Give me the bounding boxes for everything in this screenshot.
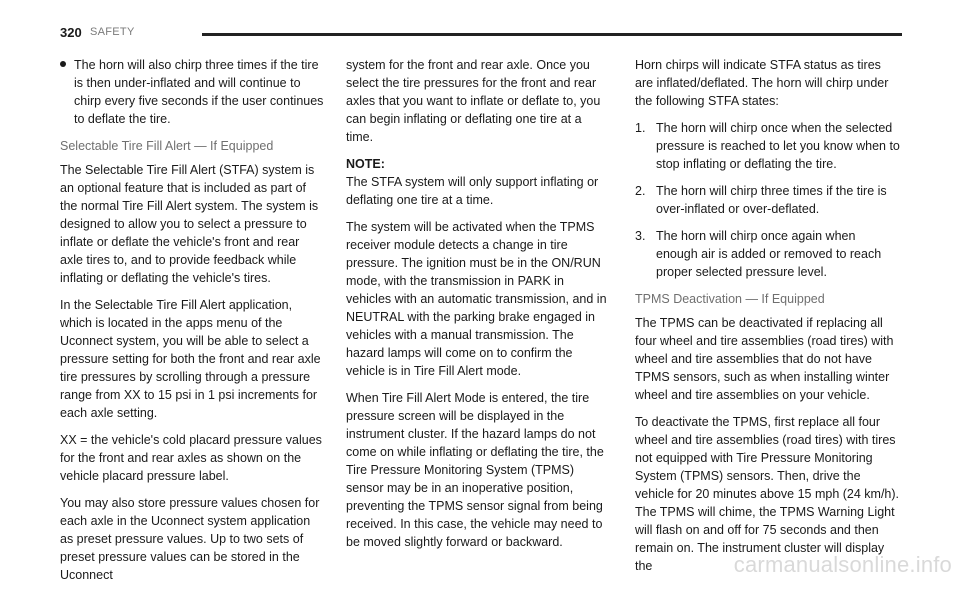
note-block	[346, 155, 611, 209]
page-number: 320	[60, 25, 82, 40]
list-text: The horn will chirp once again when enough air is added or removed to reach proper selected pressure level.	[656, 229, 882, 279]
watermark: carmanualsonline.info	[733, 552, 952, 577]
bullet-dot-icon	[60, 61, 66, 67]
section-title: SAFETY	[90, 26, 135, 38]
column-3	[635, 56, 900, 584]
note-label: NOTE:	[346, 157, 385, 171]
paragraph: Horn chirps will indicate STFA status as tires are inflated/deflated. The horn will chirp under the following STFA states:	[635, 58, 889, 108]
list-item	[635, 119, 900, 173]
column-2	[346, 56, 611, 560]
paragraph: When Tire Fill Alert Mode is entered, the tire pressure screen will be displayed in the instrument cluster. If the hazard lamps do not come on while inflating or deflating the tire, the Tire Pressure Monitoring System (TPMS) sensor may be in an inoperative position, preventing the TPMS sensor signal from being received. In this case, the vehicle may need to be moved slightly forward or backward.	[346, 391, 604, 549]
paragraph: In the Selectable Tire Fill Alert application, which is located in the apps menu of the Uconnect system, you will be able to select a pressure setting for both the front and rear axle tire pressures by scrolling through a pressure range from XX to 15 psi in 1 psi increments for each axle setting.	[60, 298, 321, 420]
bullet-item	[60, 56, 325, 128]
paragraph: To deactivate the TPMS, first replace all four wheel and tire assemblies (road tires) with tires not equipped with Tire Pressure Monitoring System (TPMS) sensors. Then, drive the vehicle for 20 minutes above 15 mph (24 km/h). The TPMS will chime, the TPMS Warning Light will flash on and off for 75 seconds and then remain on. The instrument cluster will display the	[635, 415, 900, 573]
paragraph: The TPMS can be deactivated if replacing all four wheel and tire assemblies (road tires) with wheel and tire assemblies that do not have TPMS sensors, such as when installing winter wheel and tire assemblies on your vehicle.	[635, 316, 894, 402]
paragraph: system for the front and rear axle. Once you select the tire pressures for the front and rear axles that you want to inflate or deflate to, you can begin inflating or deflating one tire at a time.	[346, 58, 601, 144]
column-1	[60, 56, 325, 593]
section-heading-tpms-deactivation: TPMS Deactivation — If Equipped	[635, 292, 825, 306]
list-number: 2.	[635, 184, 646, 198]
list-number: 1.	[635, 121, 646, 135]
paragraph: The Selectable Tire Fill Alert (STFA) system is an optional feature that is included as part of the normal Tire Fill Alert system. The system is designed to allow you to select a pressure to inflate or deflate the vehicle's front and rear axle tires to, and to provide feedback while inflating or deflating the vehicle's tires.	[60, 163, 319, 285]
note-text: The STFA system will only support inflating or deflating one tire at a time.	[346, 175, 599, 207]
bullet-text: The horn will also chirp three times if the tire is then under-inflated and will continue to chirp every five seconds if the user continues to deflate the tire.	[74, 58, 324, 126]
section-heading-stfa: Selectable Tire Fill Alert — If Equipped	[60, 139, 274, 153]
paragraph: You may also store pressure values chosen for each axle in the Uconnect system application as preset pressure values. Up to two sets of preset pressure values can be stored in the Uconnect	[60, 496, 320, 582]
numbered-list	[635, 119, 900, 281]
page-header	[60, 24, 902, 44]
list-item	[635, 227, 900, 281]
paragraph: The system will be activated when the TPMS receiver module detects a change in tire pressure. The ignition must be in the ON/RUN mode, with the transmission in PARK in vehicles with an automatic transmission, and in NEUTRAL with the parking brake engaged in vehicles with a manual transmission. The hazard lamps will come on to confirm the vehicle is in Tire Fill Alert mode.	[346, 220, 607, 378]
list-text: The horn will chirp three times if the tire is over-inflated or over-deflated.	[656, 184, 887, 216]
list-number: 3.	[635, 229, 646, 243]
header-rule	[202, 33, 902, 36]
list-item	[635, 182, 900, 218]
paragraph: XX = the vehicle's cold placard pressure values for the front and rear axles as shown on the vehicle placard pressure label.	[60, 433, 322, 483]
list-text: The horn will chirp once when the selected pressure is reached to let you know when to stop inflating or deflating the tire.	[656, 121, 900, 171]
